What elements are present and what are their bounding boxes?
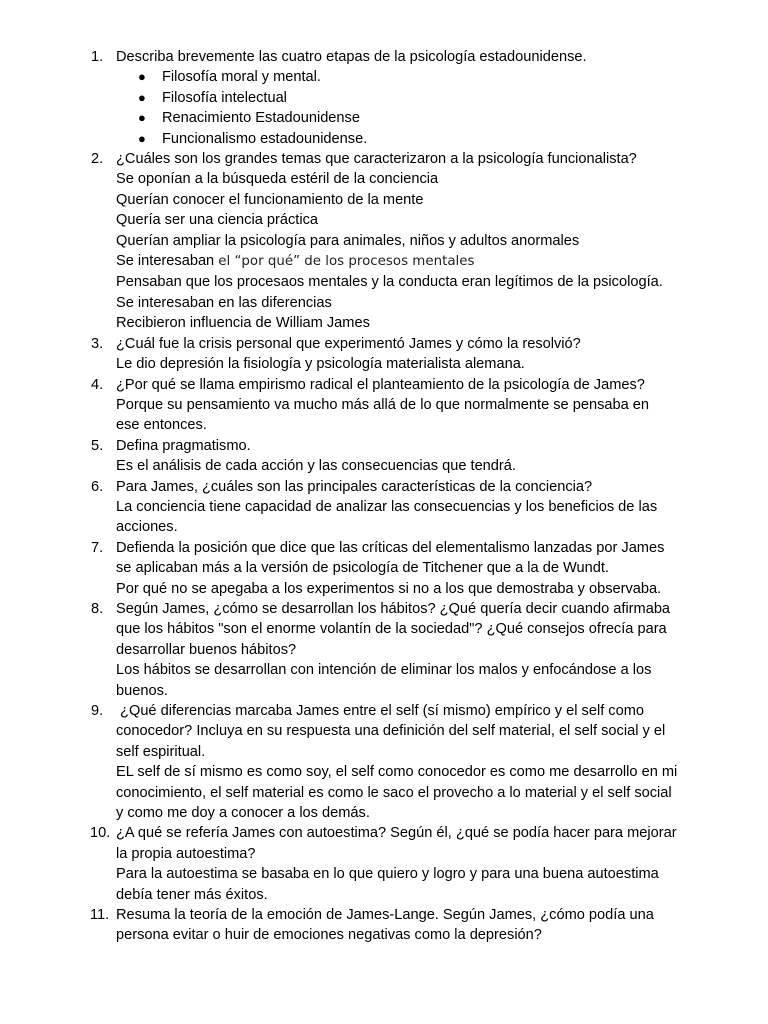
answer-line: conocimiento, el self material es como le saco el provecho a lo material y el self social	[116, 784, 672, 801]
answer-line: debía tener más éxitos.	[116, 886, 268, 903]
question-number: 2.	[91, 151, 104, 168]
question-text: ¿A qué se refería James con autoestima? Según él, ¿qué se podía hacer para mejorar	[116, 825, 677, 842]
question-text: Resuma la teoría de la emoción de James-Lange. Según James, ¿cómo podía una	[116, 907, 654, 924]
question-number: 4.	[91, 376, 104, 393]
question-text: self espiritual.	[116, 743, 206, 760]
question-5	[91, 436, 711, 477]
answer-line: Se interesaban el “por qué” de los procesos mentales	[116, 253, 475, 270]
question-10	[91, 823, 711, 905]
list-item: ● Renacimiento Estadounidense	[138, 108, 711, 128]
bullet-icon: ●	[138, 110, 146, 126]
question-number: 7.	[91, 539, 104, 556]
question-text: Describa brevemente las cuatro etapas de la psicología estadounidense.	[116, 49, 587, 65]
bullet-icon: ●	[138, 130, 146, 146]
question-9	[91, 701, 711, 823]
question-text: desarrollar buenos hábitos?	[116, 641, 297, 658]
question-number: 3.	[91, 335, 104, 352]
question-text: ¿Cuáles son los grandes temas que caracterizaron a la psicología funcionalista?	[116, 151, 637, 168]
list-item: ● Filosofía moral y mental.	[138, 67, 711, 87]
answer-line: Quería ser una ciencia práctica	[116, 212, 318, 229]
question-text: que los hábitos "son el enorme volantín de la sociedad"? ¿Qué consejos ofrecía para	[116, 621, 667, 638]
answer-line: buenos.	[116, 682, 168, 699]
question-4	[91, 375, 711, 436]
question-text: Defienda la posición que dice que las críticas del elementalismo lanzadas por James	[116, 539, 665, 556]
question-2	[91, 149, 711, 334]
question-number: 9.	[91, 703, 104, 719]
question-text: conocedor? Incluya en su respuesta una definición del self material, el self social y el	[116, 723, 666, 740]
question-number: 10.	[90, 825, 111, 842]
answer-line: Es el análisis de cada acción y las consecuencias que tendrá.	[116, 458, 516, 475]
bullet-icon: ●	[138, 69, 146, 85]
answer-line: Le dio depresión la fisiología y psicología materialista alemana.	[116, 356, 525, 373]
answer-line: Se interesaban en las diferencias	[116, 294, 332, 311]
answer-line: Porque su pensamiento va mucho más allá de lo que normalmente se pensaba en	[116, 396, 649, 413]
list-item: ● Funcionalismo estadounidense.	[138, 129, 711, 149]
bullet-icon: ●	[138, 89, 146, 105]
question-8	[91, 599, 711, 701]
question-11	[91, 905, 711, 946]
answer-line: Querían conocer el funcionamiento de la mente	[116, 191, 424, 208]
answer-line: Recibieron influencia de William James	[116, 315, 370, 332]
list-item: ● Filosofía intelectual	[138, 88, 711, 108]
answer-line: Por qué no se apegaba a los experimentos si no a los que demostraba y observaba.	[116, 580, 662, 597]
question-number: 6.	[91, 478, 104, 495]
answer-line: Pensaban que los procesaos mentales y la conducta eran legítimos de la psicología.	[116, 274, 663, 291]
question-text: ¿Por qué se llama empirismo radical el planteamiento de la psicología de James?	[116, 376, 645, 393]
question-text: ¿Qué diferencias marcaba James entre el self (sí mismo) empírico y el self como	[116, 703, 644, 719]
question-number: 11.	[90, 907, 110, 924]
question-text: se aplicaban más a la versión de psicología de Titchener que a la de Wundt.	[116, 560, 609, 577]
question-3	[91, 334, 711, 375]
answer-line: Se oponían a la búsqueda estéril de la conciencia	[116, 171, 439, 188]
stage-list	[116, 67, 711, 149]
question-text: Según James, ¿cómo se desarrollan los hábitos? ¿Qué quería decir cuando afirmaba	[116, 600, 671, 617]
question-text: persona evitar o huir de emociones negativas como la depresión?	[116, 927, 542, 944]
question-number: 1.	[91, 49, 104, 65]
question-1	[91, 47, 711, 149]
question-list	[91, 47, 711, 946]
question-text: Para James, ¿cuáles son las principales características de la conciencia?	[116, 478, 593, 495]
question-6	[91, 477, 711, 538]
question-text: la propia autoestima?	[116, 845, 256, 862]
answer-line: EL self de sí mismo es como soy, el self como conocedor es como me desarrollo en mi	[116, 764, 678, 781]
question-7	[91, 538, 711, 599]
answer-line: Los hábitos se desarrollan con intención de eliminar los malos y enfocándose a los	[116, 662, 652, 679]
question-text: ¿Cuál fue la crisis personal que experimentó James y cómo la resolvió?	[116, 335, 581, 352]
answer-line: La conciencia tiene capacidad de analizar las consecuencias y los beneficios de las	[116, 498, 658, 515]
answer-line: Querían ampliar la psicología para animales, niños y adultos anormales	[116, 232, 580, 249]
answer-line: y como me doy a conocer a los demás.	[116, 805, 370, 822]
answer-line: ese entonces.	[116, 417, 207, 434]
question-number: 5.	[91, 437, 104, 454]
answer-line: acciones.	[116, 519, 178, 536]
question-number: 8.	[91, 600, 104, 617]
answer-line: Para la autoestima se basaba en lo que quiero y logro y para una buena autoestima	[116, 866, 659, 883]
question-text: Defina pragmatismo.	[116, 437, 251, 454]
